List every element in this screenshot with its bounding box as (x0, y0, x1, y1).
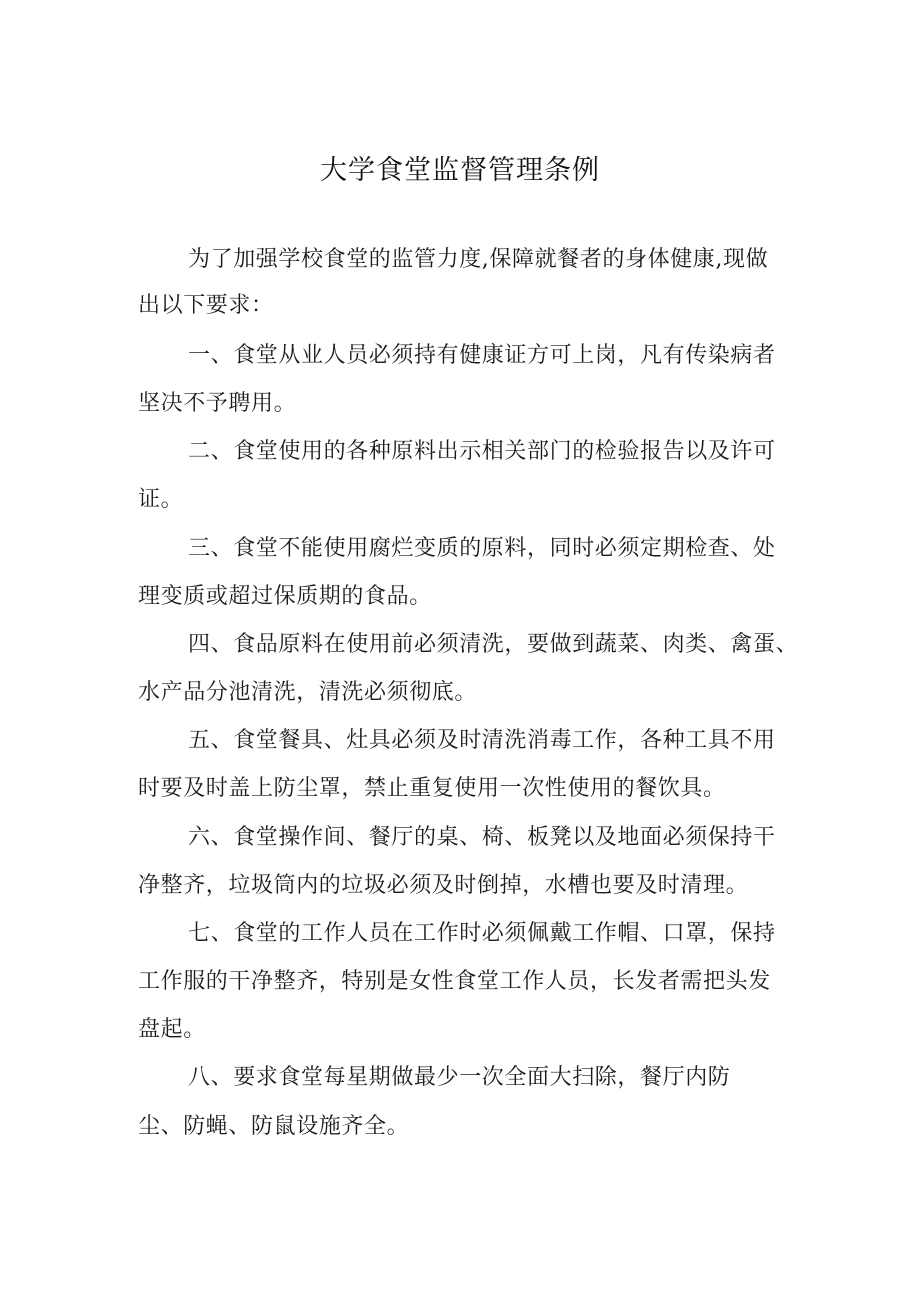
item-5-line-2: 时要及时盖上防尘罩，禁止重复使用一次性使用的餐饮具。 (138, 776, 726, 801)
item-7-line-2: 工作服的干净整齐，特别是女性食堂工作人员，长发者需把头发 (138, 969, 771, 994)
document-title: 大学食堂监督管理条例 (320, 155, 600, 186)
item-7-line-3: 盘起。 (138, 1017, 206, 1042)
intro-line-2: 出以下要求： (138, 293, 274, 318)
intro-line-1: 为了加强学校食堂的监管力度,保障就餐者的身体健康,现做 (188, 247, 769, 272)
item-1-line-1: 一、食堂从业人员必须持有健康证方可上岗，凡有传染病者 (188, 343, 776, 368)
item-3-line-2: 理变质或超过保质期的食品。 (138, 584, 432, 609)
item-8-line-2: 尘、防蝇、防鼠设施齐全。 (138, 1114, 410, 1139)
item-6-line-1: 六、食堂操作间、餐厅的桌、椅、板凳以及地面必须保持干 (188, 825, 776, 850)
item-4-line-2: 水产品分池清洗，清洗必须彻底。 (138, 680, 478, 705)
item-5-line-1: 五、食堂餐具、灶具必须及时清洗消毒工作，各种工具不用 (188, 728, 776, 753)
item-2-line-2: 证。 (138, 487, 184, 512)
item-1-line-2: 坚决不予聘用。 (138, 391, 297, 416)
item-2-line-1: 二、食堂使用的各种原料出示相关部门的检验报告以及许可 (188, 439, 776, 464)
item-3-line-1: 三、食堂不能使用腐烂变质的原料，同时必须定期检查、处 (188, 536, 776, 561)
item-8-line-1: 八、要求食堂每星期做最少一次全面大扫除，餐厅内防 (188, 1065, 731, 1090)
item-7-line-1: 七、食堂的工作人员在工作时必须佩戴工作帽、口罩，保持 (188, 921, 776, 946)
item-6-line-2: 净整齐，垃圾筒内的垃圾必须及时倒掉，水槽也要及时清理。 (138, 873, 749, 898)
item-4-line-1: 四、食品原料在使用前必须清洗，要做到蔬菜、肉类、禽蛋、 (188, 632, 799, 657)
